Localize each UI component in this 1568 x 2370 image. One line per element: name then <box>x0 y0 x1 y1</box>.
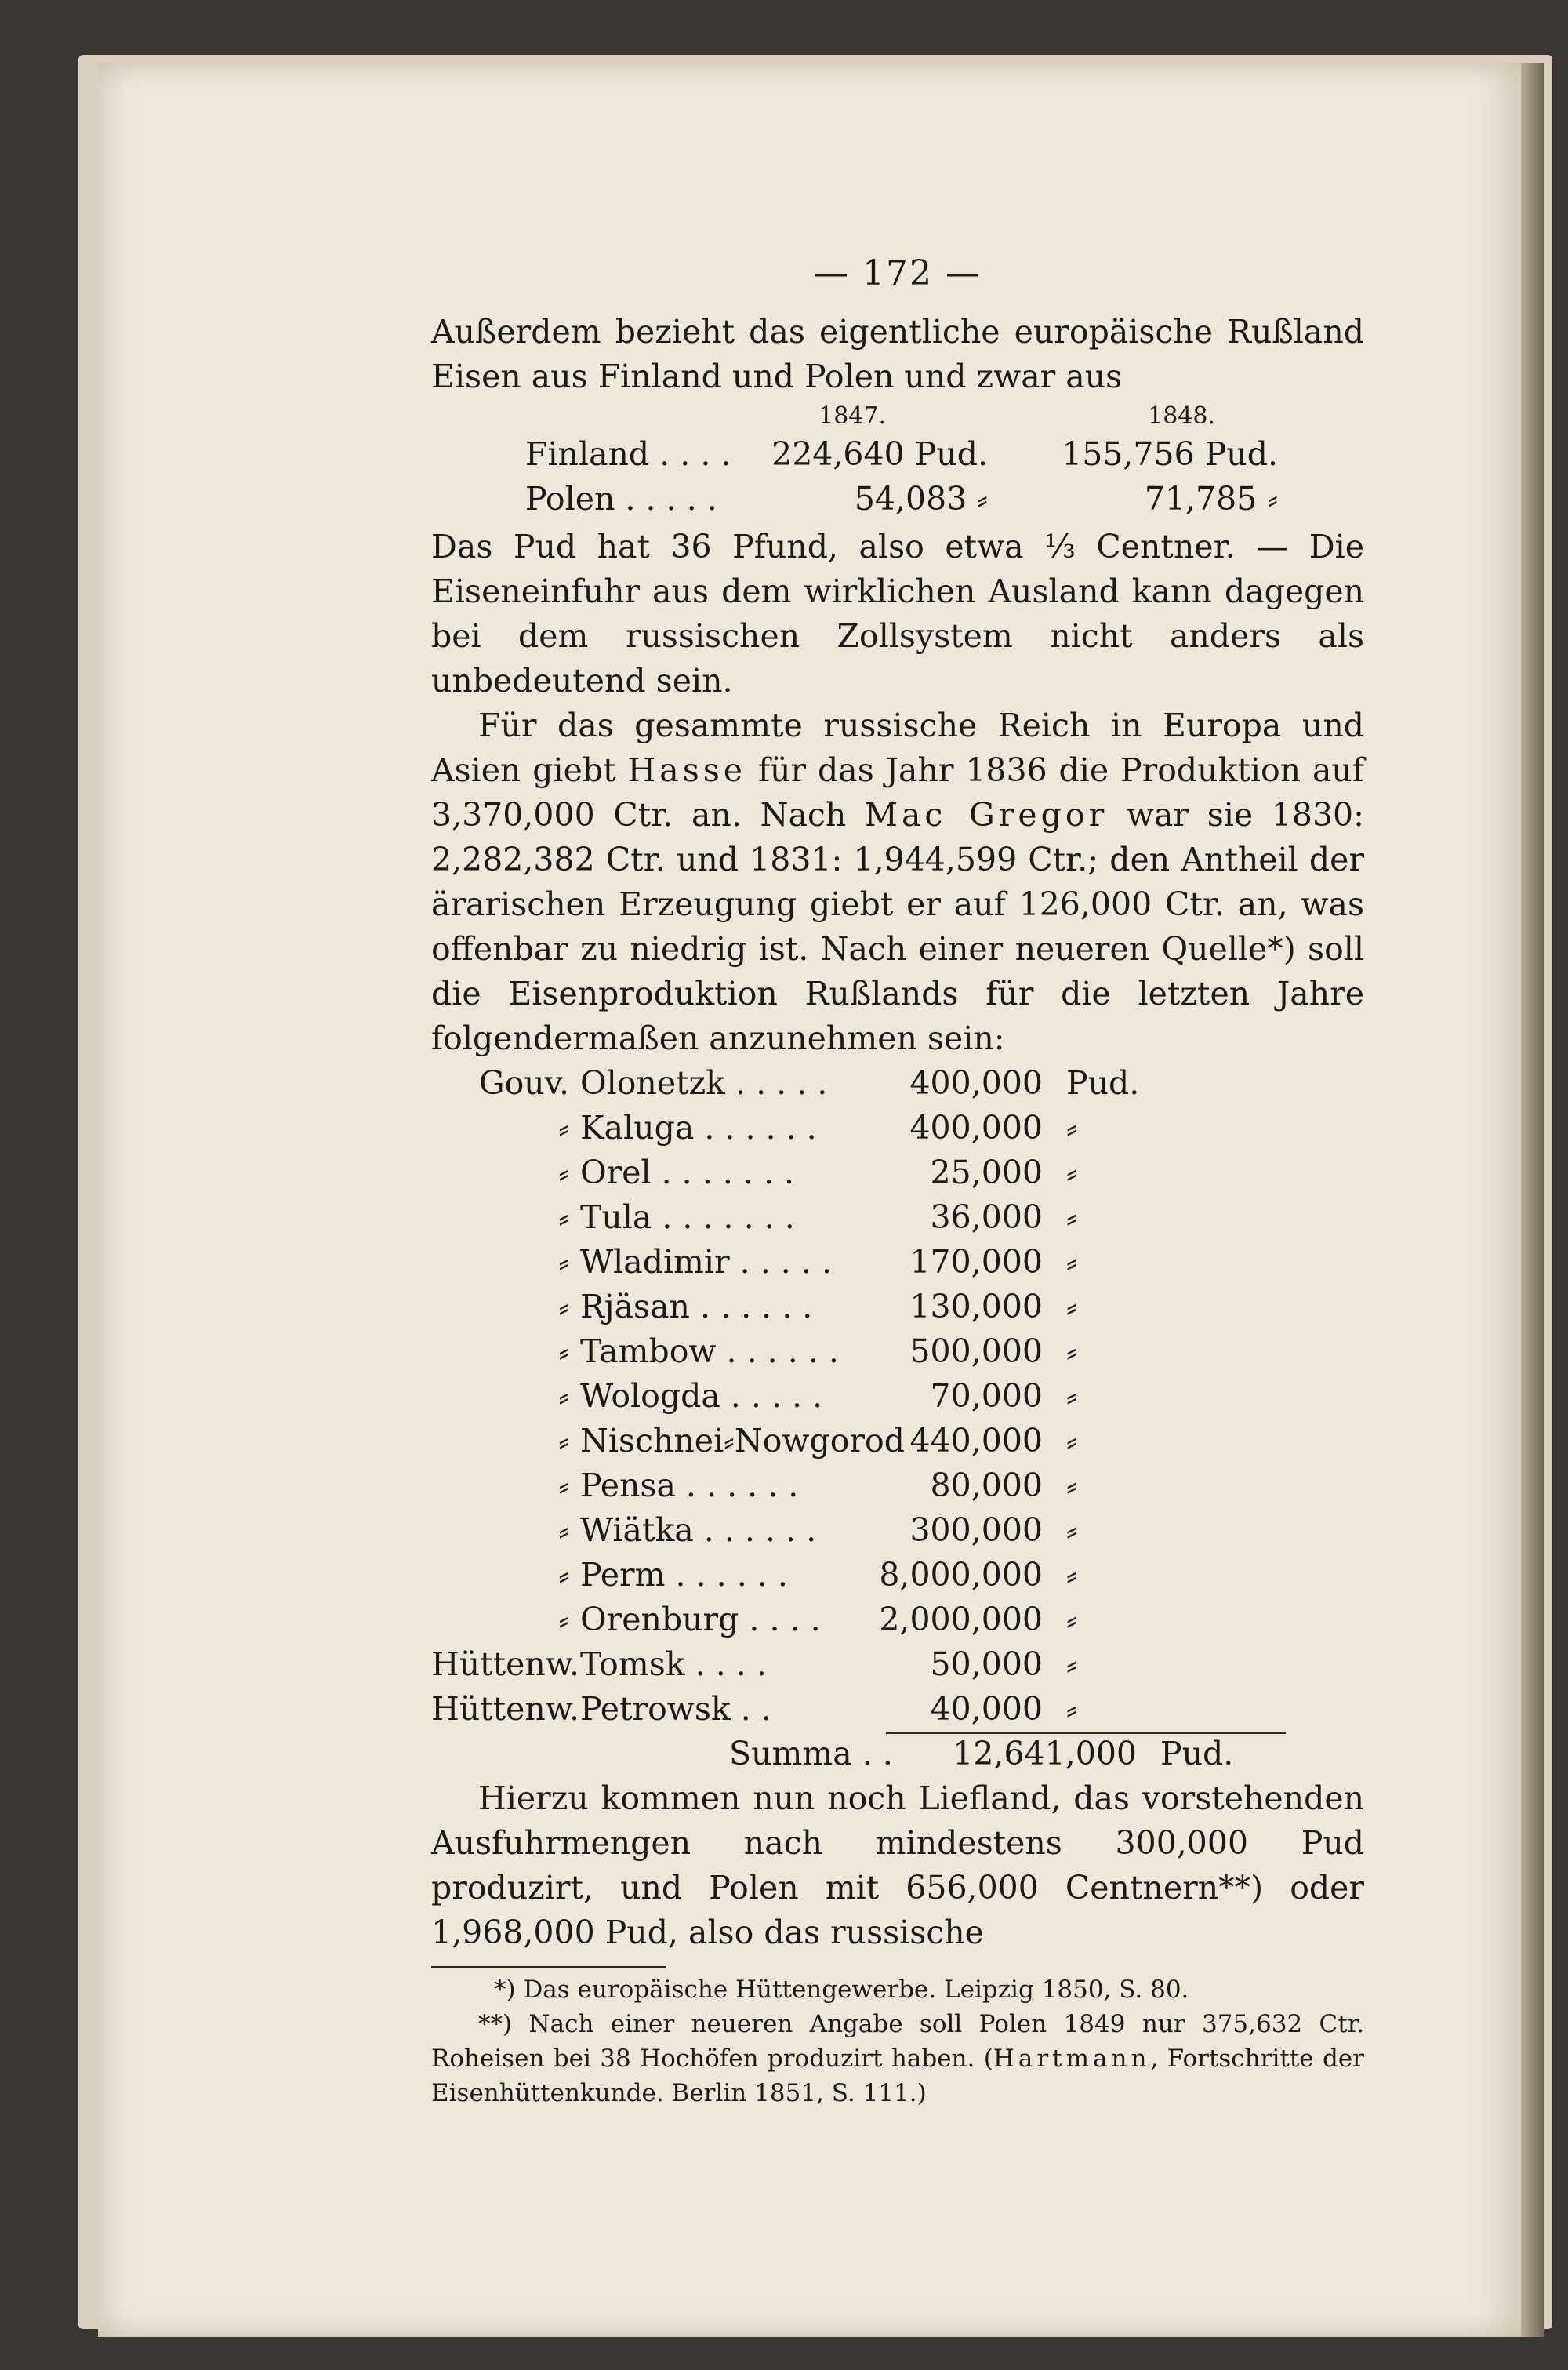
row-value: 2,000,000 <box>879 1601 1043 1638</box>
table-row <box>431 1508 1364 1553</box>
row-unit: ⸗ <box>1066 1645 1077 1683</box>
row-value-1848: 71,785 ⸗ <box>1144 480 1278 518</box>
page-gutter <box>1521 63 1544 2337</box>
row-value: 300,000 <box>909 1511 1043 1549</box>
row-value: 36,000 <box>930 1198 1043 1236</box>
row-unit: ⸗ <box>1066 1243 1077 1281</box>
row-value: 80,000 <box>930 1467 1043 1504</box>
table-row <box>431 1463 1364 1508</box>
row-value: 500,000 <box>909 1332 1043 1370</box>
row-value: 130,000 <box>909 1288 1043 1325</box>
row-value: 400,000 <box>909 1064 1043 1102</box>
sum-unit: Pud. <box>1160 1735 1234 1772</box>
table-row <box>431 1150 1364 1195</box>
sum-value: 12,641,000 <box>953 1735 1137 1772</box>
row-name: Kaluga . . . . . . <box>580 1109 817 1147</box>
table-row <box>431 1195 1364 1240</box>
row-name: Petrowsk . . <box>580 1690 771 1728</box>
footnote-1: *) Das europäische Hüttengewerbe. Leipzig 1850, S. 80. <box>494 1976 1189 2004</box>
row-prefix: ⸗ <box>558 1601 569 1638</box>
row-unit: ⸗ <box>1066 1467 1077 1504</box>
row-prefix: ⸗ <box>558 1288 569 1325</box>
row-prefix: Hüttenw. <box>431 1690 580 1728</box>
paragraph-3 <box>431 703 1364 1061</box>
author-hasse: Hasse <box>627 751 747 789</box>
table-row <box>431 477 1364 522</box>
table-row <box>431 1642 1364 1687</box>
footnotes <box>431 1972 1364 2110</box>
row-value: 70,000 <box>930 1377 1043 1415</box>
row-value-1848: 155,756 Pud. <box>1062 435 1278 473</box>
footnote-rule <box>431 1966 666 1968</box>
row-name: Pensa . . . . . . <box>580 1467 799 1504</box>
row-unit: ⸗ <box>1066 1601 1077 1638</box>
row-value: 50,000 <box>930 1645 1043 1683</box>
row-unit: ⸗ <box>1066 1690 1077 1728</box>
row-prefix: ⸗ <box>558 1198 569 1236</box>
para3-part-b: für das Jahr 1836 die Produktion auf 3,370,000 Ctr. an. Nach <box>431 751 1364 834</box>
row-prefix: ⸗ <box>558 1109 569 1147</box>
row-prefix: Hüttenw. <box>431 1645 580 1683</box>
table-row <box>431 1285 1364 1329</box>
row-prefix: ⸗ <box>558 1243 569 1281</box>
row-name: Olonetzk . . . . . <box>580 1064 828 1102</box>
footnote2-part-a: **) Nach einer neueren Angabe soll Polen 1849 nur 375,632 Ctr. Roheisen bei 38 Hochöfen produzirt haben. ( <box>431 2010 1364 2073</box>
row-value: 400,000 <box>909 1109 1043 1147</box>
row-name: Wiätka . . . . . . <box>580 1511 817 1549</box>
row-prefix: ⸗ <box>558 1556 569 1594</box>
row-unit: ⸗ <box>1066 1154 1077 1191</box>
table-row <box>431 1374 1364 1419</box>
row-prefix: ⸗ <box>558 1467 569 1504</box>
para3-part-a: Für das gesammte russische Reich in Europa und Asien giebt <box>431 707 1364 789</box>
row-value: 8,000,000 <box>879 1556 1043 1594</box>
row-name: Nischnei⸗Nowgorod <box>580 1422 905 1459</box>
row-unit: ⸗ <box>1066 1422 1077 1459</box>
row-name: Orel . . . . . . . <box>580 1154 795 1191</box>
row-name: Tomsk . . . . <box>580 1645 767 1683</box>
author-hartmann: Hartmann <box>993 2045 1151 2073</box>
row-value: 25,000 <box>930 1154 1043 1191</box>
author-mac-gregor: Mac Gregor <box>864 796 1109 834</box>
page-number: — 172 — <box>814 253 982 293</box>
row-prefix: ⸗ <box>558 1511 569 1549</box>
row-unit: ⸗ <box>1066 1377 1077 1415</box>
year-1848: 1848. <box>1148 402 1215 430</box>
footnote-2 <box>431 2007 1364 2110</box>
table-row <box>431 432 1364 477</box>
row-name: Tula . . . . . . . <box>580 1198 795 1236</box>
row-unit: ⸗ <box>1066 1288 1077 1325</box>
row-unit: ⸗ <box>1066 1109 1077 1147</box>
row-name: Rjäsan . . . . . . <box>580 1288 813 1325</box>
row-name: Orenburg . . . . <box>580 1601 821 1638</box>
row-name: Wologda . . . . . <box>580 1377 823 1415</box>
import-table <box>431 401 1364 522</box>
sum-row <box>431 1732 1364 1776</box>
production-table <box>431 1061 1364 1732</box>
row-name: Wladimir . . . . . <box>580 1243 832 1281</box>
row-name: Finland . . . . <box>525 435 731 473</box>
table-row <box>431 1106 1364 1150</box>
row-prefix: ⸗ <box>558 1377 569 1415</box>
page-content <box>431 251 1364 2110</box>
row-value-1847: 54,083 ⸗ <box>854 480 988 518</box>
para3-part-c: war sie 1830: 2,282,382 Ctr. und 1831: 1,944,599 Ctr.; den Antheil der ärarischen Erzeugung giebt er auf 126,000 Ctr. an, was offenbar zu niedrig ist. Nach einer neueren Quelle*) soll die Eisenproduktion Rußlands für die letzten Jahre folgendermaßen anzunehmen sein: <box>431 796 1364 1057</box>
row-name: Polen . . . . . <box>525 480 717 518</box>
paragraph-4: Hierzu kommen nun noch Liefland, das vorstehenden Ausfuhrmengen nach mindestens 300,000 Pud produzirt, und Polen mit 656,000 Centnern**) oder 1,968,000 Pud, also das russische <box>431 1779 1364 1951</box>
row-prefix: ⸗ <box>558 1422 569 1459</box>
table-row <box>431 1687 1364 1732</box>
table-row <box>431 1240 1364 1285</box>
row-unit: ⸗ <box>1066 1198 1077 1236</box>
row-unit: ⸗ <box>1066 1332 1077 1370</box>
row-value: 440,000 <box>909 1422 1043 1459</box>
row-value: 40,000 <box>930 1690 1043 1728</box>
paragraph-2: Das Pud hat 36 Pfund, also etwa ⅓ Centner. — Die Eiseneinfuhr aus dem wirklichen Ausland kann dagegen bei dem russischen Zollsystem nicht anders als unbedeutend sein. <box>431 528 1364 700</box>
table-row <box>431 1061 1364 1106</box>
row-prefix: ⸗ <box>558 1154 569 1191</box>
footnote2-part-b: , Fortschritte der Eisenhüttenkunde. Berlin 1851, S. 111.) <box>431 2045 1364 2107</box>
row-name: Perm . . . . . . <box>580 1556 788 1594</box>
row-value: 170,000 <box>909 1243 1043 1281</box>
year-1847: 1847. <box>818 402 886 430</box>
row-prefix: ⸗ <box>558 1332 569 1370</box>
row-name: Tambow . . . . . . <box>580 1332 839 1370</box>
table-row <box>431 1419 1364 1463</box>
table-row <box>431 1598 1364 1642</box>
row-unit: ⸗ <box>1066 1511 1077 1549</box>
paragraph-1: Außerdem bezieht das eigentliche europäische Rußland Eisen aus Finland und Polen und zwar aus <box>431 313 1364 395</box>
table-row <box>431 1329 1364 1374</box>
row-unit: ⸗ <box>1066 1556 1077 1594</box>
row-value-1847: 224,640 Pud. <box>771 435 988 473</box>
sum-label: Summa . . <box>729 1735 893 1772</box>
row-prefix: Gouv. <box>478 1064 569 1102</box>
import-table-header <box>431 401 1364 432</box>
row-unit: Pud. <box>1066 1064 1140 1102</box>
table-row <box>431 1553 1364 1598</box>
